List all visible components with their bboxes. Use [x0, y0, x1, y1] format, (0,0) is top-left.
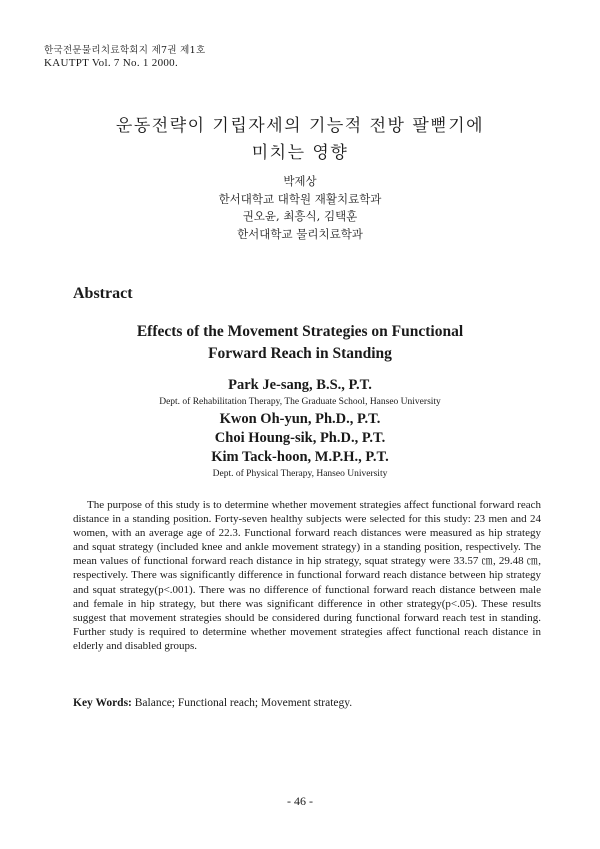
korean-title-line-1: 운동전략이 기립자세의 기능적 전방 팔뻗기에 [115, 116, 485, 136]
journal-name-korean: 한국전문물리치료학회지 제7권 제1호 [44, 45, 206, 56]
abstract-heading: Abstract [73, 285, 133, 302]
keywords-label: Key Words: [73, 697, 132, 709]
english-author-4: Kim Tack-hoon, M.P.H., P.T. [211, 449, 389, 465]
english-department-1: Dept. of Rehabilitation Therapy, The Graduate School, Hanseo University [159, 397, 441, 407]
korean-title-line-2: 미치는 영향 [251, 143, 349, 163]
abstract-body: The purpose of this study is to determine whether movement strategies affect functional forward reach distance in a standing position. Forty-seven healthy subjects were selected for this study: 23 men and 24 women, with an average age of 22.3. Functional forward reach distances were measured as hip strategy and squat strategy (included knee and ankle movement strategy) in a standing position, respectively. The mean values of functional forward reach distance in hip strategy, squat strategy were 33.57 ㎝, 29.48 ㎝, respectively. There was significantly difference in functional forward reach distance between hip strategy and squat strategy(p<.001). There was no difference of functional forward reach distance between male and female in hip strategy, but there was significant difference in other strategy(p<.05). These results suggest that movement strategies should be considered during functional forward reach test in standing. Further study is required to determine whether movement strategies affect functional reach distance in elderly and disabled groups. [73, 499, 541, 652]
english-author-2: Kwon Oh-yun, Ph.D., P.T. [219, 411, 381, 427]
keywords-text: Balance; Functional reach; Movement strategy. [134, 697, 353, 709]
english-authors [0, 376, 600, 482]
english-author-3: Choi Houng-sik, Ph.D., P.T. [214, 430, 386, 446]
korean-author-2: 권오윤, 최흥식, 김택훈 [242, 209, 358, 223]
keywords [73, 697, 352, 709]
korean-title [0, 113, 600, 167]
korean-authors [0, 173, 600, 243]
korean-affiliation-2: 한서대학교 물리치료학과 [237, 226, 363, 241]
english-author-1: Park Je-sang, B.S., P.T. [228, 377, 372, 393]
english-title-line-1: Effects of the Movement Strategies on Functional [136, 323, 464, 340]
journal-citation: KAUTPT Vol. 7 No. 1 2000. [44, 57, 179, 69]
korean-affiliation-1: 한서대학교 대학원 재활치료학과 [218, 191, 382, 206]
page-number: - 46 - [287, 794, 313, 808]
english-department-2: Dept. of Physical Therapy, Hanseo University [212, 469, 388, 479]
english-title [0, 321, 600, 365]
english-title-line-2: Forward Reach in Standing [208, 345, 392, 362]
korean-author-1: 박제상 [283, 174, 317, 188]
